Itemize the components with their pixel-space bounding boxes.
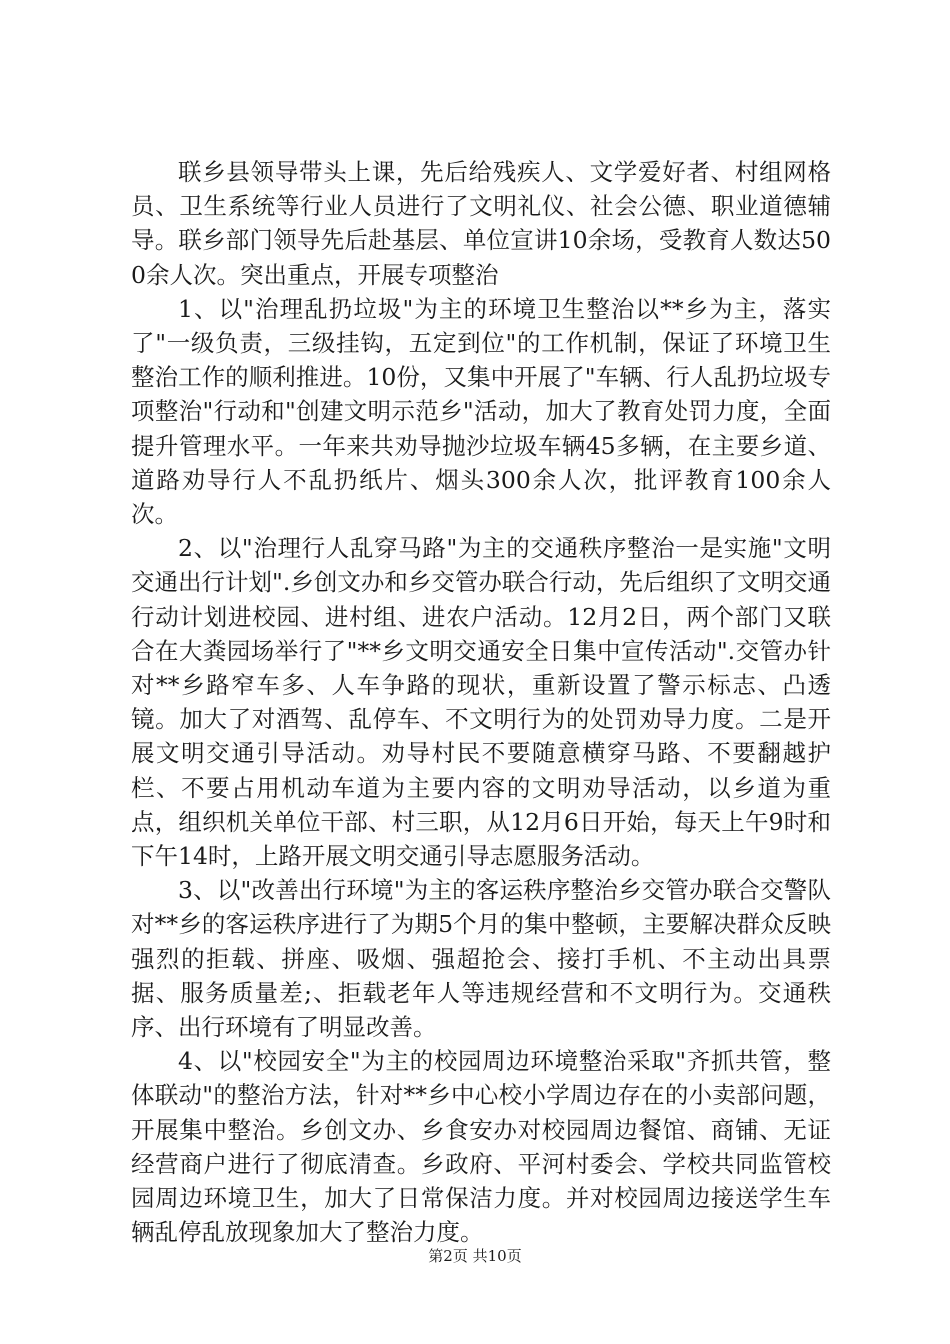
paragraph-intro: 联乡县领导带头上课，先后给残疾人、文学爱好者、村组网格员、卫生系统等行业人员进行了文明礼仪、社会公德、职业道德辅导。联乡部门领导先后赴基层、单位宣讲10余场，受教育人数达500余人次。突出重点，开展专项整治 bbox=[131, 158, 831, 289]
paragraph-item-4: 4、以"校园安全"为主的校园周边环境整治采取"齐抓共管，整体联动"的整治方法，针对**乡中心校小学周边存在的小卖部问题，开展集中整治。乡创文办、乡食安办对校园周边餐馆、商铺、无证经营商户进行了彻底清查。乡政府、平河村委会、学校共同监管校园周边环境卫生，加大了日常保洁力度。并对校园周边接送学生车辆乱停乱放现象加大了整治力度。 bbox=[131, 1047, 831, 1247]
paragraph-item-2: 2、以"治理行人乱穿马路"为主的交通秩序整治一是实施"文明交通出行计划".乡创文办和乡交管办联合行动，先后组织了文明交通行动计划进校园、进村组、进农户活动。12月2日，两个部门又联合在大粪园场举行了"**乡文明交通安全日集中宣传活动".交管办针对**乡路窄车多、人车争路的现状，重新设置了警示标志、凸透镜。加大了对酒驾、乱停车、不文明行为的处罚劝导力度。二是开展文明交通引导活动。劝导村民不要随意横穿马路、不要翻越护栏、不要占用机动车道为主要内容的文明劝导活动，以乡道为重点，组织机关单位干部、村三职，从12月6日开始，每天上午9时和下午14时，上路开展文明交通引导志愿服务活动。 bbox=[131, 534, 831, 871]
paragraph-item-1: 1、以"治理乱扔垃圾"为主的环境卫生整治以**乡为主，落实了"一级负责，三级挂钩，五定到位"的工作机制，保证了环境卫生整治工作的顺利推进。10份，又集中开展了"车辆、行人乱扔垃圾专项整治"行动和"创建文明示范乡"活动，加大了教育处罚力度，全面提升管理水平。一年来共劝导抛沙垃圾车辆45多辆，在主要乡道、道路劝导行人不乱扔纸片、烟头300余人次，批评教育100余人次。 bbox=[131, 294, 831, 529]
document-body bbox=[131, 155, 831, 1250]
page-number-footer: 第2页 共10页 bbox=[428, 1247, 522, 1265]
paragraph-item-3: 3、以"改善出行环境"为主的客运秩序整治乡交管办联合交警队对**乡的客运秩序进行了为期5个月的集中整顿，主要解决群众反映强烈的拒载、拼座、吸烟、强超抢会、接打手机、不主动出具票据、服务质量差;、拒载老年人等违规经营和不文明行为。交通秩序、出行环境有了明显改善。 bbox=[131, 876, 831, 1042]
